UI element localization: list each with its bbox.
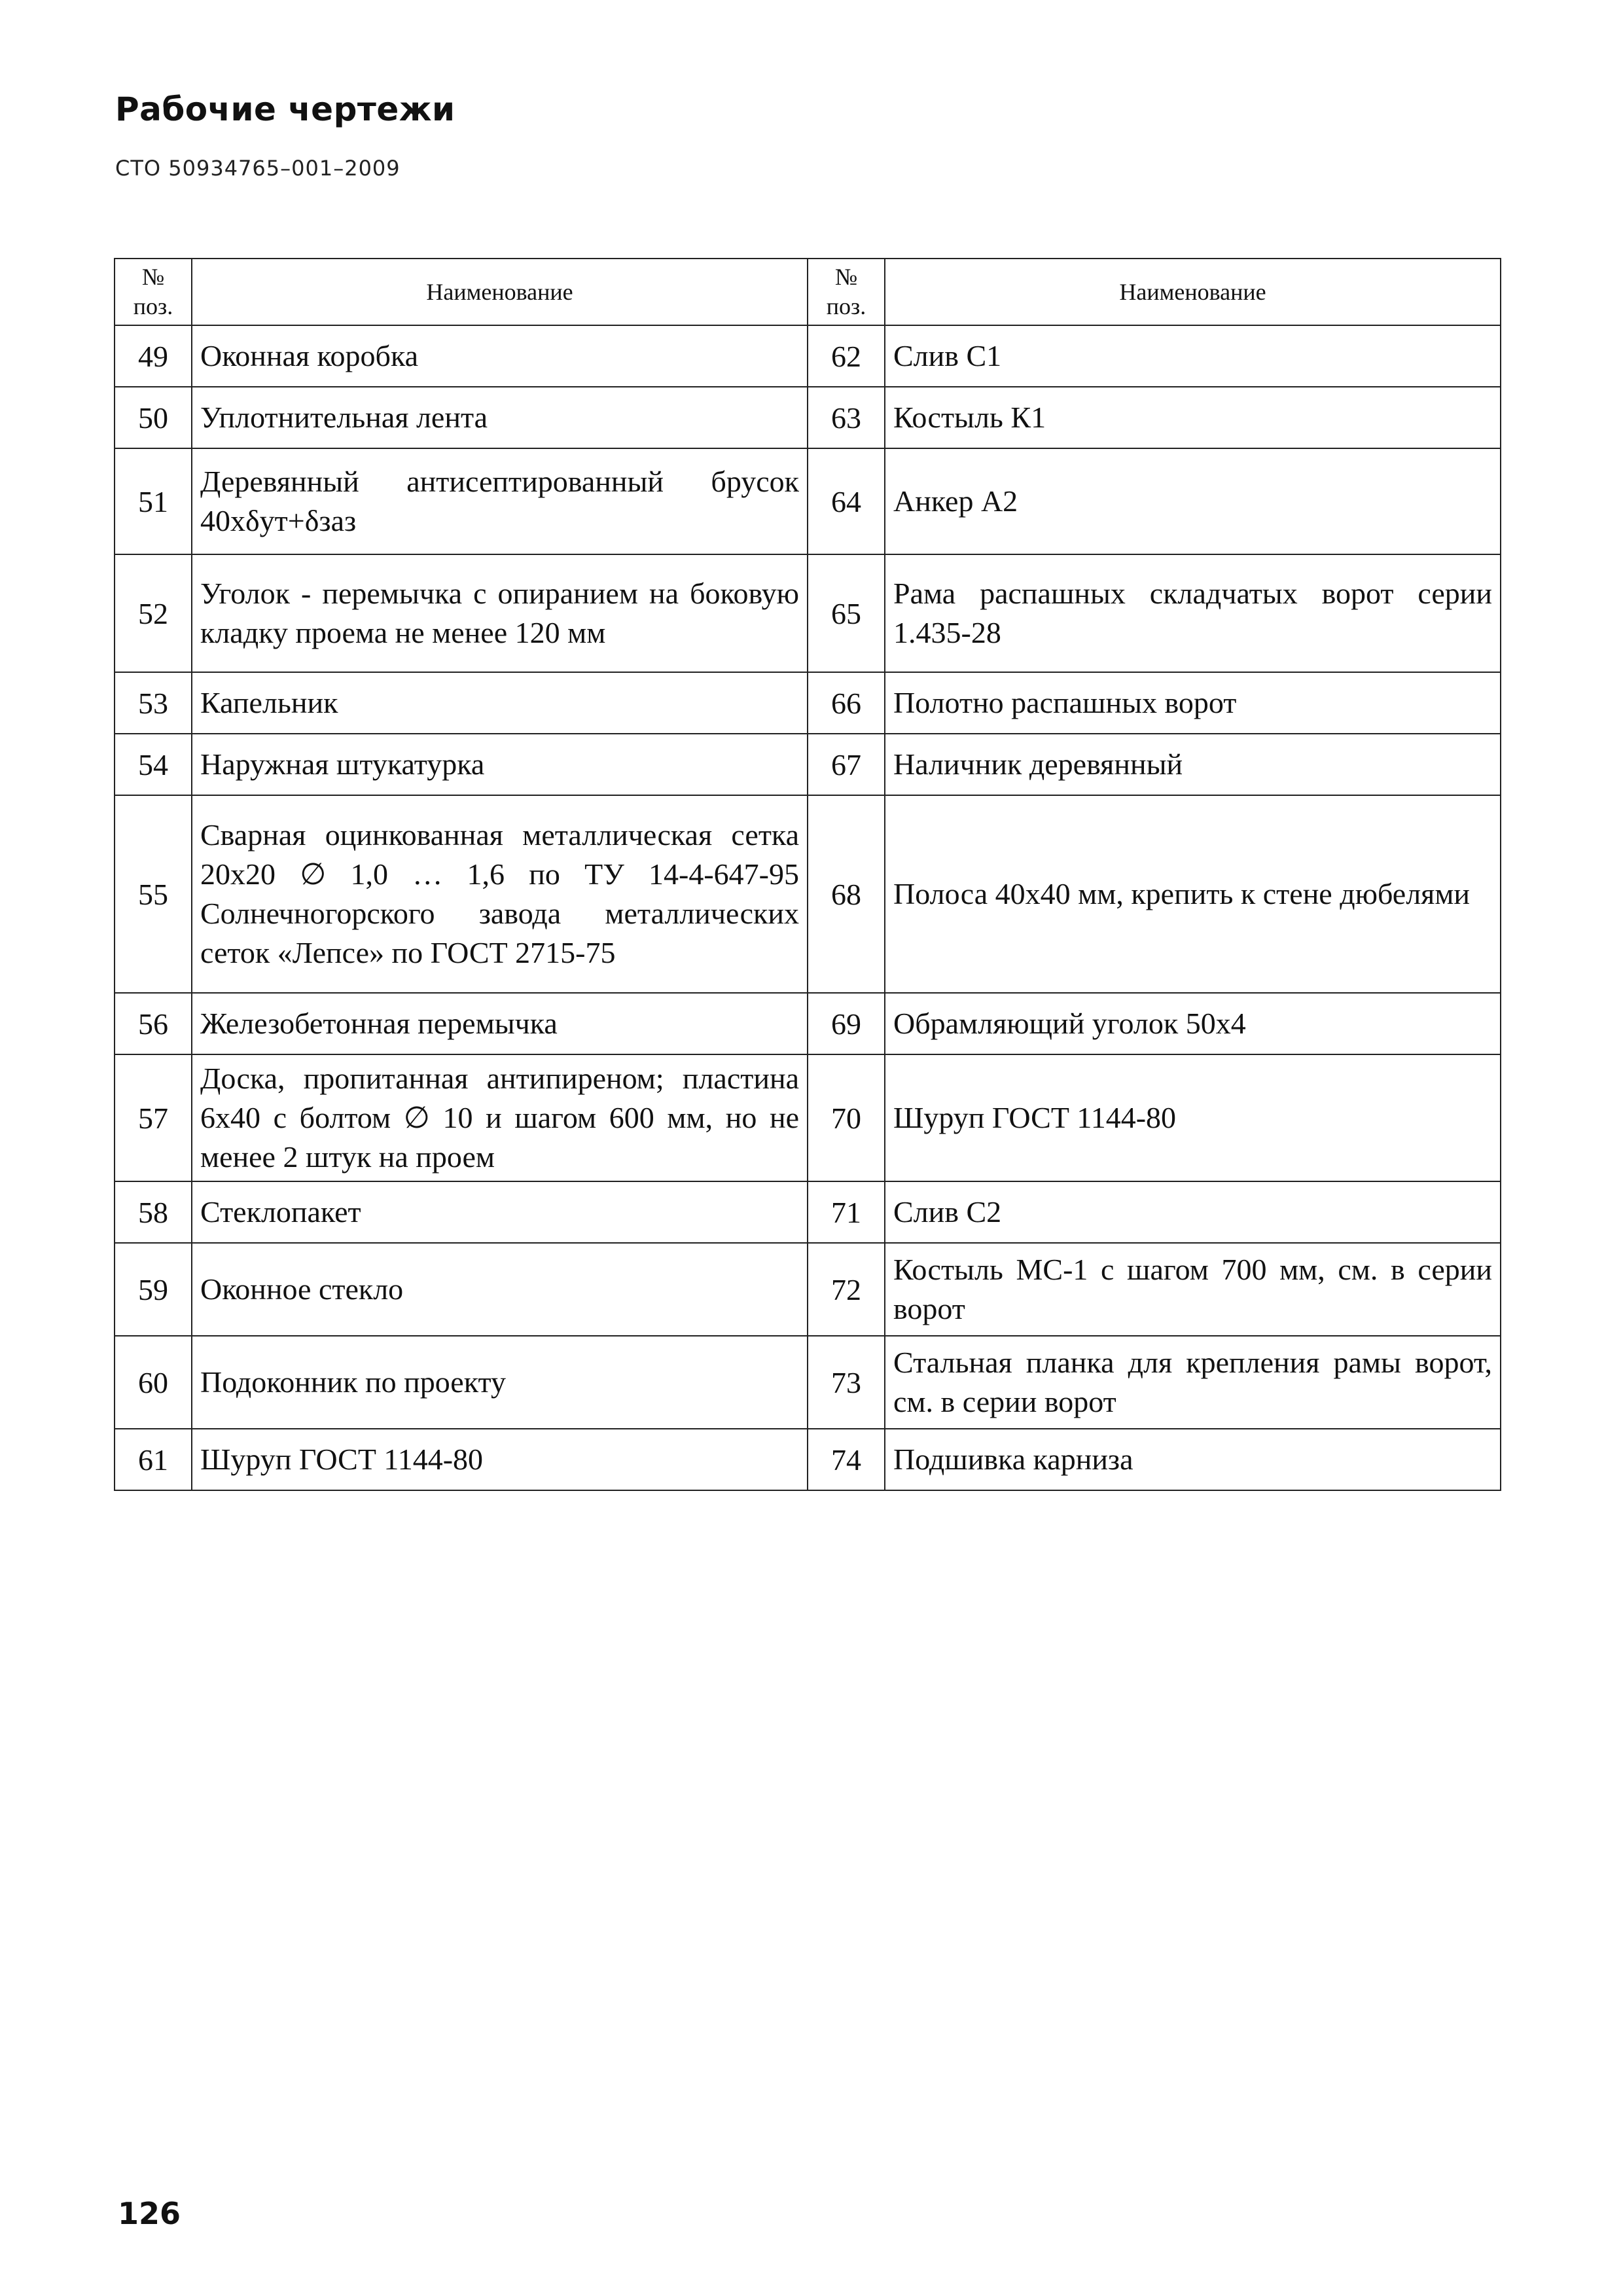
position-name: Костыль К1 <box>885 387 1501 448</box>
table-row <box>115 734 1501 795</box>
position-number: 68 <box>808 795 885 993</box>
position-name: Полотно распашных ворот <box>885 672 1501 734</box>
table-body <box>115 325 1501 1490</box>
position-name: Наличник деревянный <box>885 734 1501 795</box>
position-name: Стеклопакет <box>192 1181 808 1243</box>
position-number: 74 <box>808 1429 885 1490</box>
position-number: 63 <box>808 387 885 448</box>
table-row <box>115 1336 1501 1429</box>
page-number: 126 <box>118 2196 181 2231</box>
page-title: Рабочие чертежи <box>115 90 455 128</box>
positions-table <box>114 258 1501 1491</box>
position-name: Анкер А2 <box>885 448 1501 554</box>
position-name: Обрамляющий уголок 50х4 <box>885 993 1501 1054</box>
position-name: Слив С1 <box>885 325 1501 387</box>
table-row <box>115 1054 1501 1181</box>
position-number: 61 <box>115 1429 192 1490</box>
standard-code: СТО 50934765–001–2009 <box>115 156 401 181</box>
position-number: 62 <box>808 325 885 387</box>
table-row <box>115 325 1501 387</box>
position-name: Костыль МС-1 с шагом 700 мм, см. в серии ворот <box>885 1243 1501 1336</box>
position-name: Слив С2 <box>885 1181 1501 1243</box>
position-number: 51 <box>115 448 192 554</box>
header-num-left: № поз. <box>115 259 192 325</box>
table-row <box>115 554 1501 672</box>
table-row <box>115 672 1501 734</box>
position-number: 67 <box>808 734 885 795</box>
position-name: Шуруп ГОСТ 1144-80 <box>192 1429 808 1490</box>
position-number: 50 <box>115 387 192 448</box>
table-row <box>115 448 1501 554</box>
position-name: Железобетонная перемычка <box>192 993 808 1054</box>
position-number: 56 <box>115 993 192 1054</box>
header-name-right: Наименование <box>885 259 1501 325</box>
position-number: 58 <box>115 1181 192 1243</box>
position-name: Рама распашных складчатых ворот серии 1.435-28 <box>885 554 1501 672</box>
position-number: 49 <box>115 325 192 387</box>
position-name: Оконное стекло <box>192 1243 808 1336</box>
table-row <box>115 1429 1501 1490</box>
position-name: Сварная оцинкованная металлическая сетка 20х20 ∅ 1,0 … 1,6 по ТУ 14-4-647-95 Солнечногорского завода металлических сеток «Лепсе» по ГОСТ 2715-75 <box>192 795 808 993</box>
table-row <box>115 1243 1501 1336</box>
table-header-row <box>115 259 1501 325</box>
table-row <box>115 387 1501 448</box>
position-number: 66 <box>808 672 885 734</box>
position-name: Капельник <box>192 672 808 734</box>
table-row <box>115 993 1501 1054</box>
position-number: 73 <box>808 1336 885 1429</box>
position-number: 70 <box>808 1054 885 1181</box>
position-name: Оконная коробка <box>192 325 808 387</box>
position-name: Уплотнительная лента <box>192 387 808 448</box>
position-number: 64 <box>808 448 885 554</box>
position-number: 54 <box>115 734 192 795</box>
position-number: 69 <box>808 993 885 1054</box>
position-number: 65 <box>808 554 885 672</box>
position-name: Наружная штукатурка <box>192 734 808 795</box>
position-number: 53 <box>115 672 192 734</box>
header-name-left: Наименование <box>192 259 808 325</box>
position-number: 72 <box>808 1243 885 1336</box>
position-number: 59 <box>115 1243 192 1336</box>
position-name: Подшивка карниза <box>885 1429 1501 1490</box>
position-number: 55 <box>115 795 192 993</box>
position-name: Подоконник по проекту <box>192 1336 808 1429</box>
position-name: Шуруп ГОСТ 1144-80 <box>885 1054 1501 1181</box>
position-number: 60 <box>115 1336 192 1429</box>
header-num-right: № поз. <box>808 259 885 325</box>
position-number: 71 <box>808 1181 885 1243</box>
position-number: 52 <box>115 554 192 672</box>
position-name: Полоса 40х40 мм, крепить к стене дюбелями <box>885 795 1501 993</box>
position-name: Доска, пропитанная антипиреном; пластина 6х40 с болтом ∅ 10 и шагом 600 мм, но не менее 2 штук на проем <box>192 1054 808 1181</box>
position-name: Стальная планка для крепления рамы ворот, см. в серии ворот <box>885 1336 1501 1429</box>
position-name: Деревянный антисептированный брусок 40хδут+δзаз <box>192 448 808 554</box>
position-number: 57 <box>115 1054 192 1181</box>
table-row <box>115 1181 1501 1243</box>
position-name: Уголок - перемычка с опиранием на боковую кладку проема не менее 120 мм <box>192 554 808 672</box>
table-row <box>115 795 1501 993</box>
